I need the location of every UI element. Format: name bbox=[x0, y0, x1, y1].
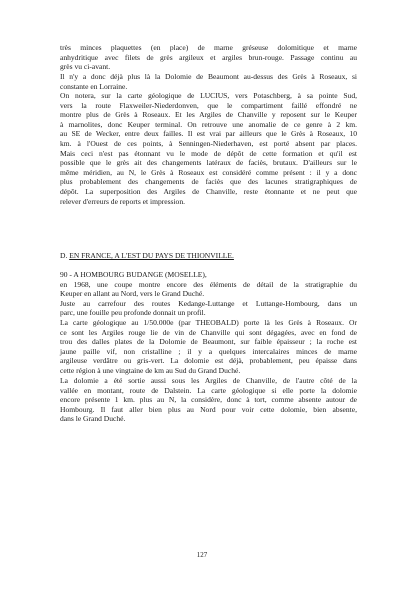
page-number: 127 bbox=[196, 551, 208, 559]
text-line: On notera, sur la carte géologique de LUCIUS, vers Potaschberg, à sa pointe Sud, bbox=[60, 91, 357, 100]
text-line: dans le Grand Duché. bbox=[60, 414, 126, 424]
text-line: Hombourg. Il faut aller bien plus au Nord pour voir cette dolomie, bien absente, bbox=[60, 404, 357, 414]
text-line: trou des dalles plates de la Dolomie de Beaumont, sur faible épaisseur ; la roche est bbox=[60, 337, 357, 347]
text-line: Mais ceci n'est pas étonnant vu le mode de dépôt de cette formation et qu'il est bbox=[60, 148, 357, 158]
text-line: vallée en montant, route de Dalstein. La carte géologique si elle porte la dolomie bbox=[60, 385, 357, 395]
text-line: montre plus de Grès à Roseaux. Et les Argiles de Chanville y reposent sur le Keuper bbox=[60, 110, 357, 120]
text-line: cette région à une vingtaine de km au Sud du Grand Duché. bbox=[60, 365, 241, 375]
text-line: 90 - A HOMBOURG BUDANGE (MOSELLE), bbox=[60, 270, 207, 279]
paragraph-dolomie-dalstein bbox=[60, 376, 357, 424]
section-title: EN FRANCE, A L'EST DU PAYS DE THIONVILLE. bbox=[69, 251, 234, 260]
paragraph-marne-plaquettes bbox=[60, 43, 357, 72]
text-line: plus probablement des changements de faciès que des lacunes stratigraphiques de bbox=[60, 177, 357, 187]
text-line: jaune paille vif, non cristalline ; il y a quelques intercalaires minces de marne bbox=[60, 346, 357, 356]
text-line: constante en Lorraine. bbox=[60, 81, 128, 91]
text-line: même méridien, au N, le Grès à Roseaux est considéré comme présent : il y a donc bbox=[60, 167, 357, 177]
text-line: à marnolites, donc Keuper terminal. On retrouve une anomalie de ce genre à 2 km. bbox=[60, 119, 357, 129]
text-line: en 1968, une coupe montre encore des éléments de détail de la stratigraphie du bbox=[60, 279, 357, 289]
text-line: dépôt. La superposition des Argiles de Chanville, reste étonnante et ne peut que bbox=[60, 186, 357, 196]
text-line: argileuse verdâtre ou gris-vert. La dolomie est déjà, probablement, peu épaisse dans bbox=[60, 356, 357, 366]
paragraph-carte-theobald bbox=[60, 318, 357, 376]
paragraph-carte-lucius bbox=[60, 91, 357, 206]
section-letter: D. bbox=[60, 251, 68, 260]
text-line: au SE de Wecker, entre deux failles. Il est vrai par ailleurs que le Grès à Roseaux, 10 bbox=[60, 129, 357, 139]
text-line: Il n'y a donc déjà plus là la Dolomie de Beaumont au-dessus des Grès à Roseaux, si bbox=[60, 72, 357, 81]
text-line: Keuper en allant au Nord, vers le Grand Duché. bbox=[60, 289, 205, 299]
text-line: très minces plaquettes (en place) de marne gréseuse dolomitique et marne bbox=[60, 43, 357, 52]
text-line: grès vu ci-avant. bbox=[60, 62, 111, 72]
section-heading bbox=[60, 251, 234, 261]
text-line: encore présente 1 km. plus au N, la considère, donc à tort, comme absente autour de bbox=[60, 395, 357, 405]
text-line: La dolomie a été sortie aussi sous les Argiles de Chanville, de l'autre côté de la bbox=[60, 376, 357, 385]
text-line: parc, une fouille peu profonde donnait un profil. bbox=[60, 308, 206, 318]
text-line: ce sont les Argiles rouge lie de vin de Chanville qui sont dégagées, avec en fond de bbox=[60, 327, 357, 337]
text-line: Juste au carrefour des routes Kedange-Luttange et Luttange-Hombourg, dans un bbox=[60, 298, 357, 308]
text-line: km. à l'Ouest de ces points, à Senningen-Niederhaven, est porté absent par places. bbox=[60, 138, 357, 148]
paragraph-hombourg-budange bbox=[60, 270, 357, 318]
text-line: La carte géologique au 1/50.000e (par THEOBALD) porte là les Grès à Roseaux. Or bbox=[60, 318, 357, 327]
text-line: relever d'erreurs de reports et impression. bbox=[60, 196, 185, 206]
paragraph-dolomie-beaumont bbox=[60, 72, 357, 91]
text-line: vers la route Flaxweiler-Niederdonven, que le compartiment faillé effondré ne bbox=[60, 100, 357, 110]
text-line: possible que le grès ait des changements latéraux de faciès, brutaux. D'ailleurs sur le bbox=[60, 158, 357, 168]
text-line: anhydritique avec filets de grès argileux et argiles brun-rouge. Passage continu au bbox=[60, 52, 357, 62]
